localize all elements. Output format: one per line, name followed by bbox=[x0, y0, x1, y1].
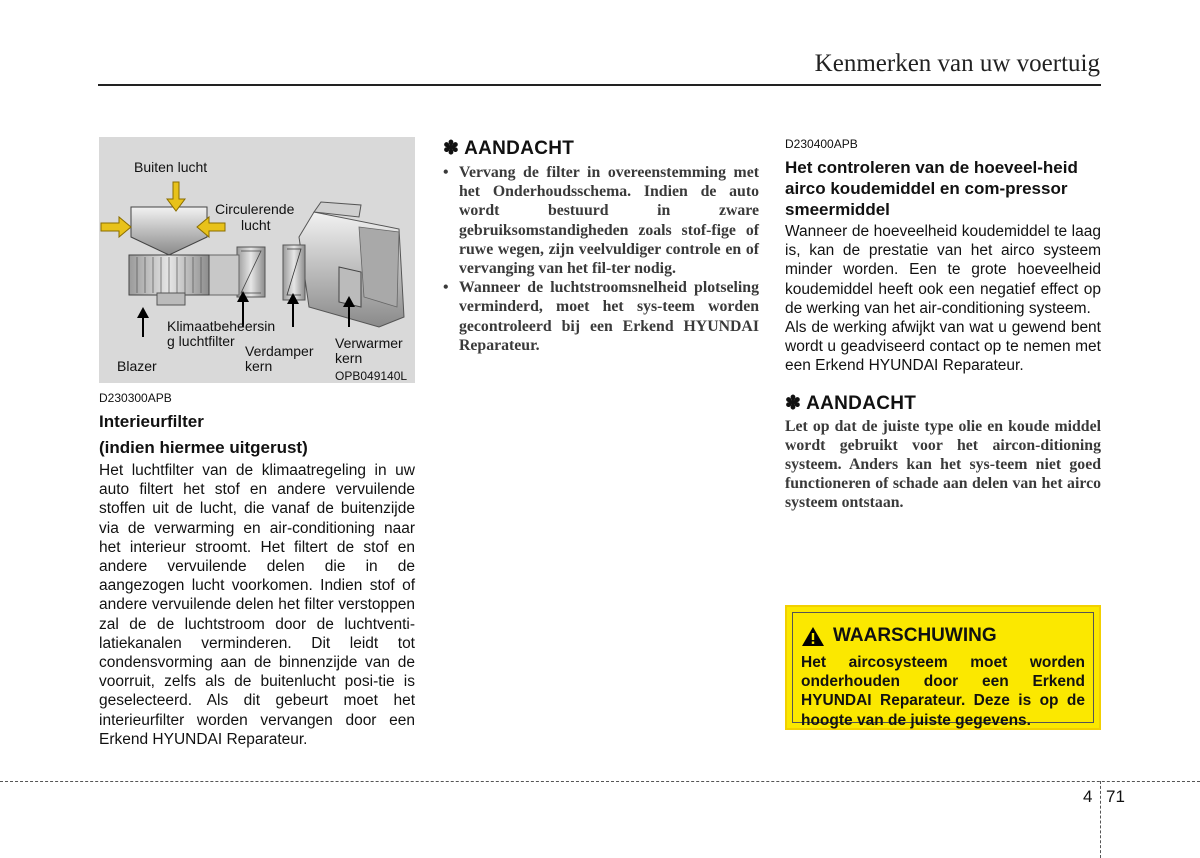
list-item: • Wanneer de luchtstroomsnelheid plotseling verminderd, moet het sys-teem worden gecontroleerd bij een Erkend HYUNDAI Reparateur. bbox=[443, 279, 759, 354]
label-blower: Blazer bbox=[117, 358, 157, 374]
running-header: Kenmerken van uw voertuig bbox=[814, 50, 1100, 77]
section-body: Als de werking afwijkt van wat u gewend bent wordt u geadviseerd contact op te nemen met een Erkend HYUNDAI Reparateur. bbox=[785, 319, 1101, 375]
caution-list bbox=[443, 163, 759, 355]
warning-triangle-icon bbox=[801, 626, 825, 647]
chapter-number: 4 bbox=[1083, 787, 1093, 806]
caution-title: AANDACHT bbox=[464, 138, 575, 159]
label-recirc-2: lucht bbox=[241, 217, 271, 233]
section-subheading: (indien hiermee uitgerust) bbox=[99, 438, 308, 457]
label-recirc-1: Circulerende bbox=[215, 201, 295, 217]
warning-text: Het aircosysteem moet worden onderhouden door een Erkend HYUNDAI Reparateur. Deze is op de hoogte van de juiste gegevens. bbox=[801, 654, 1085, 729]
list-item: • Vervang de filter in overeenstemming met het Onderhoudsschema. Indien de auto wordt bestuurd in zware gebruiksomstandigheden zoals stof-fige of ruwe wegen, zijn veelvuldiger controle en of vervanging van het fil-ter nodig. bbox=[443, 164, 759, 278]
section-code: D230300APB bbox=[99, 391, 172, 405]
section-code: D230400APB bbox=[785, 137, 858, 151]
caution-heading bbox=[785, 392, 1101, 415]
caution-heading bbox=[443, 137, 759, 160]
warning-heading bbox=[801, 625, 997, 647]
header-rule bbox=[98, 84, 1101, 86]
label-evaporator-2: kern bbox=[245, 358, 273, 374]
caution-symbol: ✽ bbox=[785, 392, 802, 414]
footer-vertical-divider bbox=[1100, 781, 1101, 858]
bullet-icon: • bbox=[443, 164, 449, 181]
section-body: Wanneer de hoeveelheid koudemiddel te laag is, kan de prestatie van het airco systeem minder worden. Een te grote hoeveelheid koudemiddel heeft ook een negatief effect op de werking van het air-conditioning systeem. bbox=[785, 223, 1101, 317]
section-heading: Het controleren van de hoeveel-heid airco koudemiddel en com-pressor smeermiddel bbox=[785, 158, 1078, 219]
warning-title: WAARSCHUWING bbox=[833, 625, 997, 646]
caution-filter bbox=[443, 137, 759, 355]
caution-text: Let op dat de juiste type olie en koude middel wordt gebruikt voor het aircon-ditioning systeem. Anders kan het sys-teem niet goed functioneren of schade aan delen van het airco systeem ontstaan. bbox=[785, 417, 1101, 512]
footer-divider bbox=[0, 781, 1200, 782]
label-evaporator-1: Verdamper bbox=[245, 343, 314, 359]
section-heading: Interieurfilter bbox=[99, 412, 204, 431]
label-filter-2: g luchtfilter bbox=[167, 333, 235, 349]
section-interior-filter bbox=[99, 391, 415, 749]
figure-code: OPB049140L bbox=[335, 369, 408, 383]
section-body: Het luchtfilter van de klimaatregeling in uw auto filtert het stof en andere vervuilende stoffen uit de lucht, die vanaf de buitenzijde via de verwarming en air-conditioning naar het interieur stroomt. Het filtert de stof en andere vervuilende delen die in de aangezogen lucht voorkomen. Indien stof of andere vervuilende delen het filter verstoppen zal de de luchtstroom door de luchtventi-latiekanalen verminderen. Dit leidt tot condensvorming aan de binnenzijde van de voorruit, zelfs als de buitenlucht posi-tie is geselecteerd. Als dit gebeurt moet het interieurfilter worden vervangen door een Erkend HYUNDAI Reparateur. bbox=[99, 462, 415, 748]
caution-title: AANDACHT bbox=[806, 392, 917, 414]
section-refrigerant bbox=[785, 137, 1101, 513]
bullet-icon: • bbox=[443, 279, 449, 297]
label-filter-1: Klimaatbeheersin bbox=[167, 318, 276, 334]
label-heater-2: kern bbox=[335, 350, 363, 366]
hvac-diagram bbox=[99, 137, 415, 383]
caution-symbol: ✽ bbox=[443, 138, 460, 159]
page-number: 71 bbox=[1106, 787, 1125, 806]
warning-box bbox=[785, 605, 1101, 730]
label-outside-air: Buiten lucht bbox=[134, 159, 208, 175]
label-heater-1: Verwarmer bbox=[335, 335, 403, 351]
